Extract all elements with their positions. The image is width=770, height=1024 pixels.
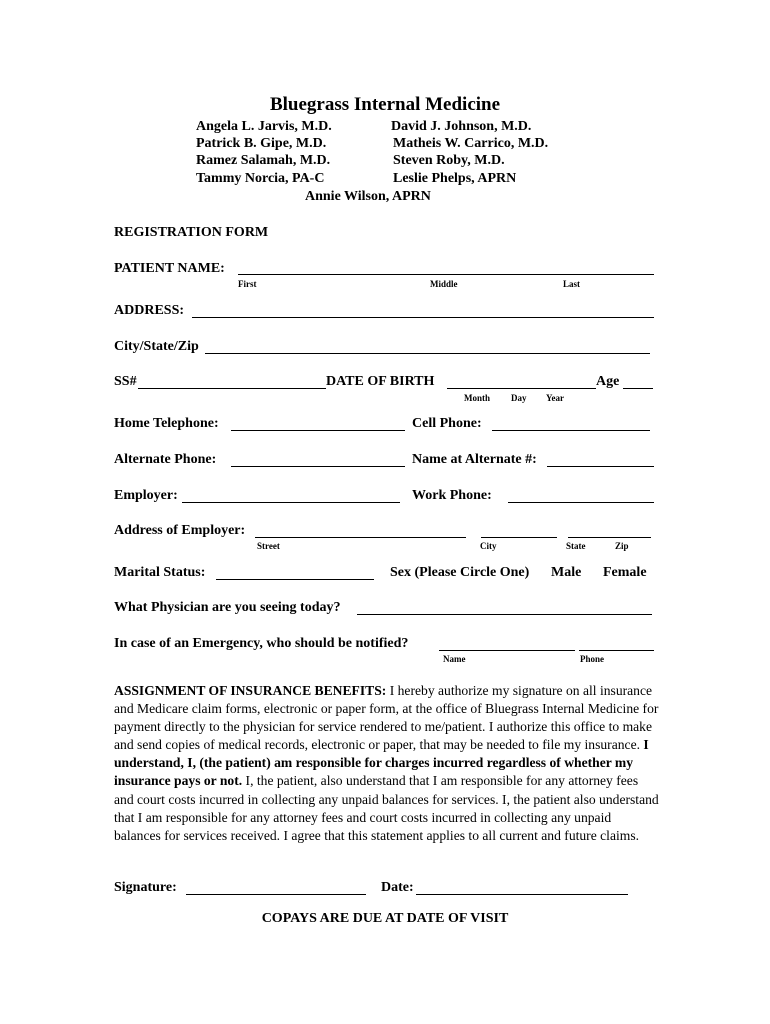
patient-name-field[interactable] — [238, 274, 654, 275]
employer-address-label: Address of Employer: — [114, 523, 246, 538]
physician-field[interactable] — [357, 614, 652, 615]
date-field[interactable] — [416, 894, 628, 895]
doctor-name: Ramez Salamah, M.D. — [196, 153, 331, 168]
assignment-text-2: I, the patient, also understand that I am responsible for any attorney fees and court costs incurred in collecting any unpaid balances for services. I, the patient also understand that I am responsible for any attorney fees and court costs incurred in collecting any unpaid balances for services received. I agree that this statement applies to all current and future claims. — [114, 773, 659, 843]
signature-label: Signature: — [114, 880, 177, 895]
patient-name-label: PATIENT NAME: — [114, 261, 225, 276]
ss-label: SS# — [114, 374, 137, 389]
dob-label: DATE OF BIRTH — [326, 374, 435, 389]
doctor-name: Leslie Phelps, APRN — [393, 171, 517, 186]
doctor-name: Tammy Norcia, PA-C — [196, 171, 325, 186]
emergency-label: In case of an Emergency, who should be notified? — [114, 636, 409, 651]
assignment-heading: ASSIGNMENT OF INSURANCE BENEFITS: — [114, 683, 387, 698]
employer-label: Employer: — [114, 488, 178, 503]
marital-status-field[interactable] — [216, 579, 374, 580]
employer-city-field[interactable] — [481, 537, 557, 538]
signature-field[interactable] — [186, 894, 366, 895]
copay-notice: COPAYS ARE DUE AT DATE OF VISIT — [261, 911, 509, 926]
dob-field[interactable] — [447, 388, 596, 389]
doctor-name: Patrick B. Gipe, M.D. — [196, 136, 327, 151]
page-title: Bluegrass Internal Medicine — [269, 94, 501, 115]
day-caption: Day — [511, 393, 527, 403]
marital-status-label: Marital Status: — [114, 565, 206, 580]
sex-label: Sex (Please Circle One) — [390, 565, 530, 580]
assignment-responsibility-text: I understand, I, (the patient) am responsible for charges incurred regardless of whether my insurance pays or not. — [114, 737, 649, 789]
name-at-alt-label: Name at Alternate #: — [412, 452, 537, 467]
emergency-name-caption: Name — [443, 654, 466, 664]
first-name-caption: First — [238, 279, 257, 289]
date-label: Date: — [381, 880, 414, 895]
year-caption: Year — [546, 393, 564, 403]
doctor-name: Annie Wilson, APRN — [305, 189, 431, 204]
work-phone-label: Work Phone: — [412, 488, 492, 503]
alt-phone-label: Alternate Phone: — [114, 452, 217, 467]
sex-option-male[interactable]: Male — [551, 565, 582, 580]
employer-field[interactable] — [182, 502, 400, 503]
city-caption: City — [480, 541, 497, 551]
month-caption: Month — [464, 393, 491, 403]
age-field[interactable] — [623, 388, 653, 389]
doctor-name: Angela L. Jarvis, M.D. — [196, 119, 332, 134]
street-caption: Street — [257, 541, 280, 551]
zip-caption: Zip — [615, 541, 629, 551]
emergency-phone-caption: Phone — [580, 654, 605, 664]
alt-phone-field[interactable] — [231, 466, 405, 467]
state-caption: State — [566, 541, 586, 551]
name-at-alt-field[interactable] — [547, 466, 654, 467]
assignment-text-1: I hereby authorize my signature on all insurance and Medicare claim forms, electronic or paper form, at the office of Bluegrass Internal Medicine for payment directly to the physician for service rendered to me/patient. I authorize this office to make and send copies of medical records, electronic or paper, that may be needed to file my insurance. — [114, 683, 659, 753]
form-heading: REGISTRATION FORM — [114, 225, 269, 240]
doctor-name: Steven Roby, M.D. — [393, 153, 505, 168]
last-name-caption: Last — [563, 279, 581, 289]
ss-field[interactable] — [138, 388, 326, 389]
emergency-phone-field[interactable] — [579, 650, 654, 651]
home-phone-field[interactable] — [231, 430, 405, 431]
employer-state-zip-field[interactable] — [568, 537, 651, 538]
middle-name-caption: Middle — [430, 279, 458, 289]
emergency-name-field[interactable] — [439, 650, 575, 651]
address-label: ADDRESS: — [114, 303, 185, 318]
age-label: Age — [596, 374, 620, 389]
doctor-name: Matheis W. Carrico, M.D. — [393, 136, 549, 151]
cell-phone-field[interactable] — [492, 430, 650, 431]
sex-option-female[interactable]: Female — [603, 565, 647, 580]
employer-street-field[interactable] — [255, 537, 466, 538]
work-phone-field[interactable] — [508, 502, 654, 503]
address-field[interactable] — [192, 317, 654, 318]
physician-label: What Physician are you seeing today? — [114, 600, 341, 615]
city-state-zip-label: City/State/Zip — [114, 339, 199, 354]
doctor-name: David J. Johnson, M.D. — [391, 119, 532, 134]
home-phone-label: Home Telephone: — [114, 416, 219, 431]
city-state-zip-field[interactable] — [205, 353, 650, 354]
assignment-paragraph — [114, 682, 659, 845]
cell-phone-label: Cell Phone: — [412, 416, 482, 431]
